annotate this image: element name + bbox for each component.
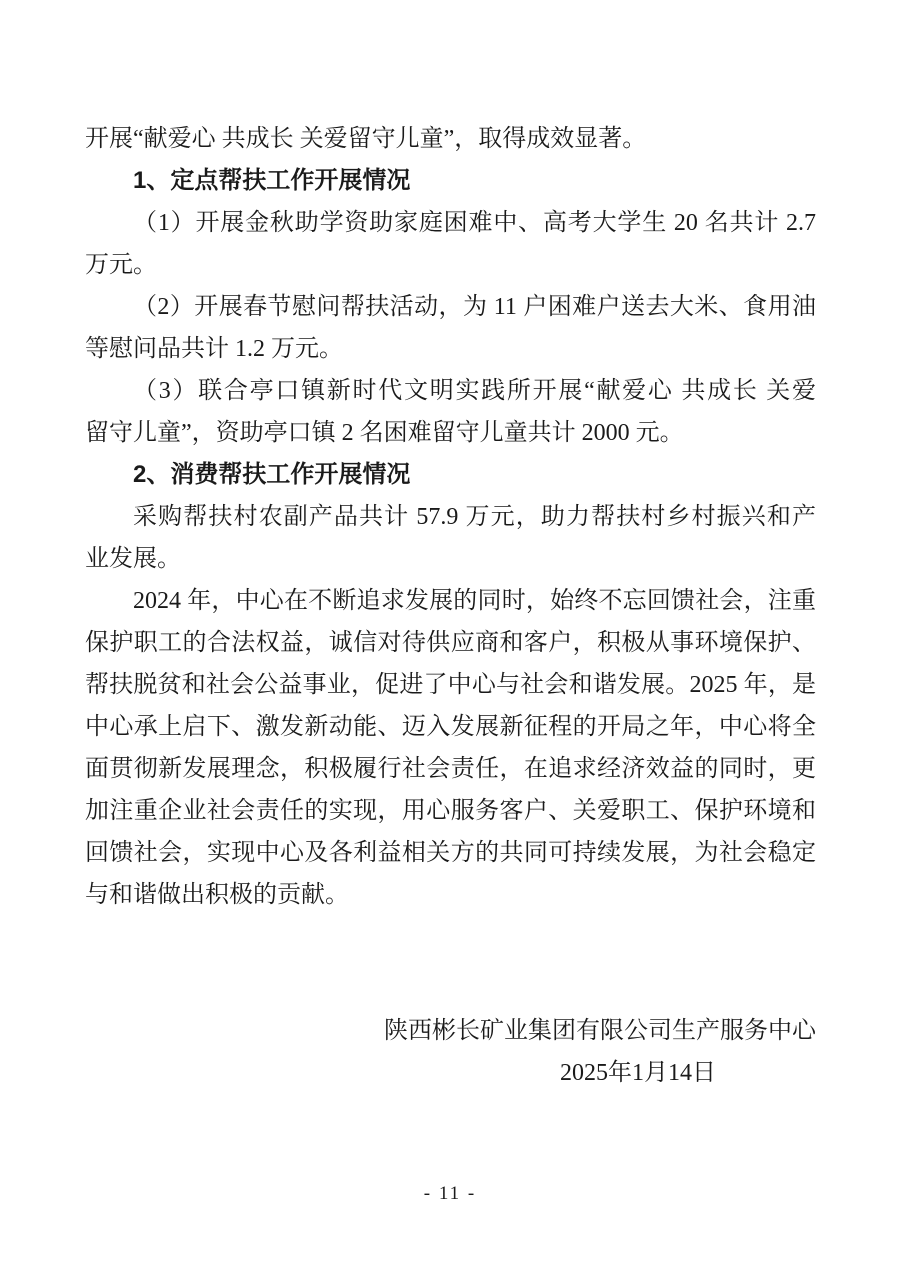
text-line-3: （1）开展金秋助学资助家庭困难中、高考大学生 20 名共计 2.7 [133, 210, 816, 236]
text-line-7: （3）联合亭口镇新时代文明实践所开展“献爱心 共成长 关爱 [133, 378, 816, 404]
text-line-13: 保护职工的合法权益，诚信对待供应商和客户，积极从事环境保护、 [85, 630, 816, 656]
text-line-9: 2、消费帮扶工作开展情况 [133, 461, 411, 488]
body-text-lines [85, 118, 816, 916]
text-line-15: 中心承上启下、激发新动能、迈入发展新征程的开局之年，中心将全 [85, 714, 816, 740]
page-number: - 11 - [423, 1183, 477, 1204]
signature-company: 陕西彬长矿业集团有限公司生产服务中心 [384, 1018, 816, 1044]
text-line-2: 1、定点帮扶工作开展情况 [133, 167, 411, 194]
signature-block [85, 1010, 816, 1094]
text-line-17: 加注重企业社会责任的实现，用心服务客户、关爱职工、保护环境和 [85, 798, 816, 824]
document-body [85, 118, 816, 1094]
text-line-14: 帮扶脱贫和社会公益事业，促进了中心与社会和谐发展。2025 年，是 [85, 672, 816, 698]
text-line-10: 采购帮扶村农副产品共计 57.9 万元，助力帮扶村乡村振兴和产 [133, 504, 816, 530]
text-line-19: 与和谐做出积极的贡献。 [85, 882, 349, 908]
text-line-5: （2）开展春节慰问帮扶活动，为 11 户困难户送去大米、食用油 [133, 294, 816, 320]
text-line-18: 回馈社会，实现中心及各利益相关方的共同可持续发展，为社会稳定 [85, 840, 816, 866]
text-line-1: 开展“献爱心 共成长 关爱留守儿童”，取得成效显著。 [85, 126, 647, 152]
text-line-12: 2024 年，中心在不断追求发展的同时，始终不忘回馈社会，注重 [133, 588, 816, 614]
text-line-4: 万元。 [85, 252, 157, 278]
text-line-11: 业发展。 [85, 546, 181, 572]
signature-date: 2025年1月14日 [560, 1060, 716, 1086]
text-line-16: 面贯彻新发展理念，积极履行社会责任，在追求经济效益的同时，更 [85, 756, 816, 782]
text-line-8: 留守儿童”，资助亭口镇 2 名困难留守儿童共计 2000 元。 [85, 420, 684, 446]
text-line-6: 等慰问品共计 1.2 万元。 [85, 336, 343, 362]
